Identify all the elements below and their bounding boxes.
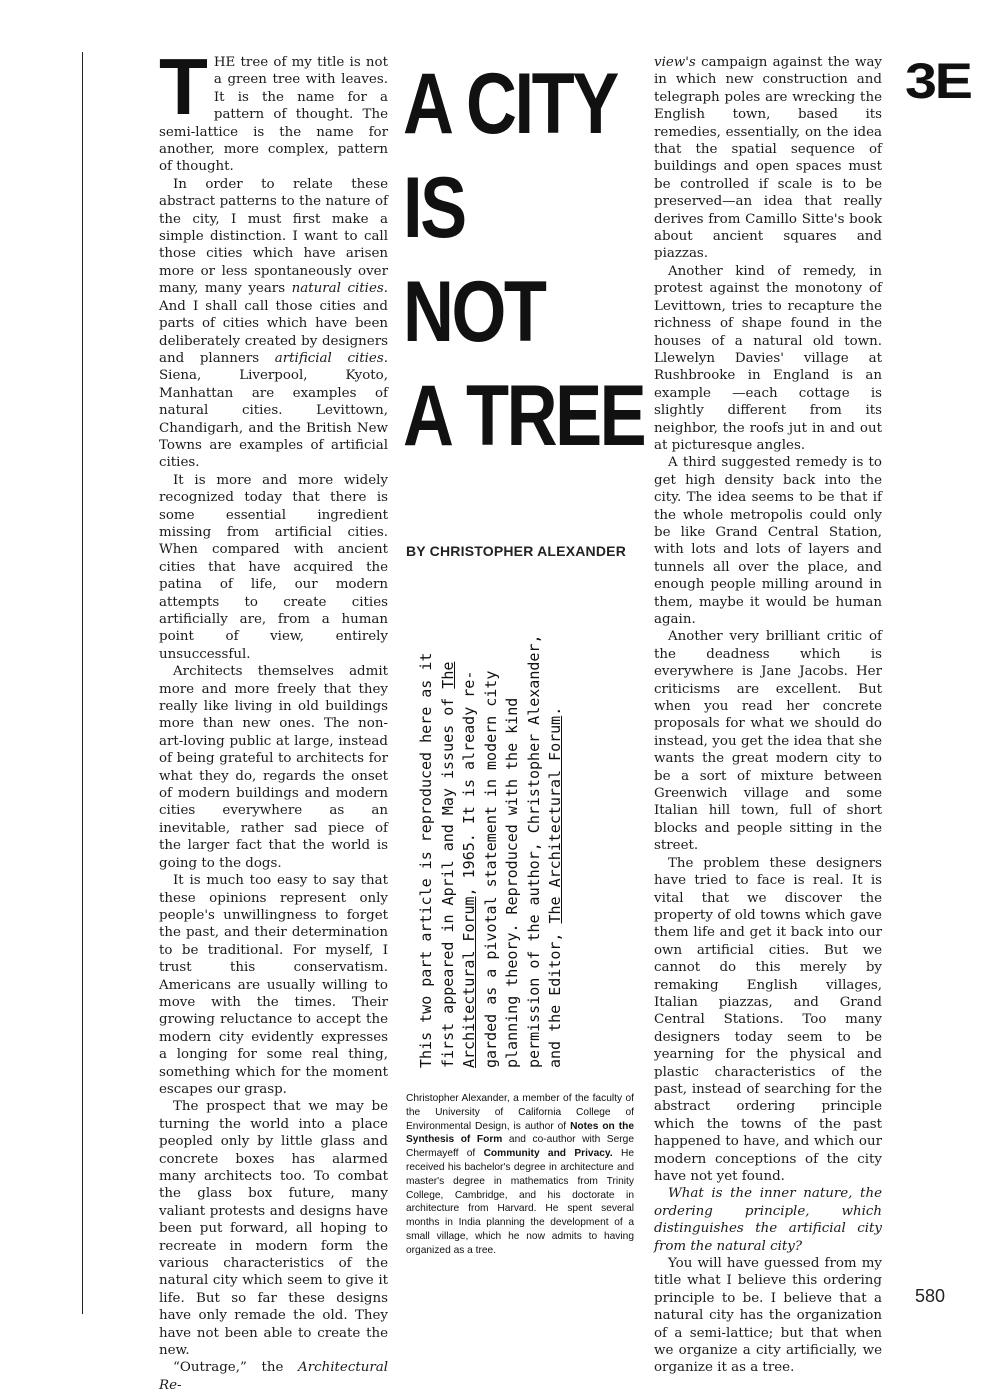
byline: BY CHRISTOPHER ALEXANDER (406, 543, 627, 559)
paragraph-8 (654, 54, 882, 263)
paragraph-4: Architects themselves admit more and more freely that they really like living in old buildings more than new ones. The non-art-loving public at large, instead of being grateful to architects for what they do, regards the onset of modern buildings and modern cities everywhere as an inevitable, rather sad piece of the larger fact that the world is going to the dogs. (159, 664, 388, 871)
column-1 (159, 42, 388, 1394)
term-natural-cities: natural cities. (291, 281, 388, 297)
note-line (545, 588, 567, 1068)
paragraph-14: You will have guessed from my title what I believe this ordering principle to be. I believe that a natural city has the organization of a semi-lattice; but that when we organize a city artificially, we organize it as a tree. (654, 1256, 882, 1376)
column-3 (654, 54, 882, 1377)
paragraph-3: It is more and more widely recognized today that there is some essential ingredient missing from artificial cities. When compared with ancient cities that have acquired the patina of life, our modern attempts to create cities artificially are, from a human point of view, entirely unsuccessful. (159, 472, 388, 662)
key-question: What is the inner nature, the ordering principle, which distinguishes the artificial city from the natural city? (654, 1186, 882, 1254)
note-text: , 1965. It is already re- (460, 670, 478, 897)
term-artificial-cities: artificial cities. (274, 350, 388, 366)
paragraph-2-text-a: In order to relate these abstract patterns to the nature of the city, I must first make a simple distinction. I want to call those cities which have arisen more or less spontaneously over many, many years (159, 176, 388, 297)
lead-in: HE (213, 55, 236, 70)
headline (403, 52, 645, 468)
paragraph-1-text: tree of my title is not a green tree with leaves. It is the name for a pattern of thought. The semi-lattice is the name for another, more complex, pattern of thought. (159, 55, 388, 175)
section-mark: 3E (905, 53, 971, 109)
paragraph-10: A third suggested remedy is to get high density back into the city. The idea seems to be that if the whole metropolis could only be like Grand Central Station, with lots and lots of layers and tunnels all over the place, and enough people milling around in them, maybe it would be human again. (654, 455, 882, 627)
paragraph-8-italic: view's (654, 55, 696, 70)
bio-text: and co-author with Serge Chermayeff of (406, 1134, 634, 1160)
note-line (438, 588, 460, 1068)
left-margin-rule (82, 52, 83, 1314)
reprint-note (416, 588, 567, 1068)
note-line: garded as a pivotal statement in modern city (481, 670, 500, 1068)
paragraph-2 (159, 176, 388, 472)
note-line (459, 588, 481, 1068)
bio-book-title: Community and Privacy. (483, 1148, 613, 1160)
drop-cap: T (159, 42, 208, 131)
paragraph-5: It is much too easy to say that these opinions represent only people's unwillingness to forget the past, and their determination to be traditional. For myself, I trust this conservatism. Americans are usually willing to move with the times. Their growing reluctance to accept the modern city evidently expresses a longing for some real thing, something which for the moment escapes our grasp. (159, 873, 388, 1097)
note-line: permission of the author, Christopher Alexander, (524, 634, 543, 1068)
paragraph-2-text-c: Siena, Liverpool, Kyoto, Manhattan are examples of natural cities. Levittown, Chandigarh, and the British New Towns are examples of artificial cities. (159, 368, 388, 471)
note-underlined: The (438, 661, 457, 689)
note-text: . (546, 706, 564, 716)
headline-line-2: IS (403, 160, 465, 256)
paragraph-12: The problem these designers have tried to face is real. It is vital that we discover the property of old towns which gave them life and get it back into our own artificial cities. But we cannot do this merely by remaking English villages, Italian piazzas, and Grand Central Stations. Too many designers today seem to be yearning for the physical and plastic characteristics of the past, instead of searching for the abstract ordering principle which the towns of the past happened to have, and which our modern conceptions of the city have not yet found. (654, 855, 882, 1184)
headline-line-4: A TREE (403, 368, 645, 464)
paragraph-11: Another very brilliant critic of the deadness which is everywhere is Jane Jacobs. Her criticisms are excellent. But when you read her concrete proposals for what we should do instead, you get the idea that she wants the great modern city to be a sort of mixture between Greenwich village and some Italian hill town, full of short blocks and people sitting in the street. (654, 629, 882, 854)
headline-line-1: A CITY (403, 56, 617, 152)
note-underlined: The Architectural Forum (546, 715, 564, 924)
paragraph-6: The prospect that we may be turning the world into a place peopled only by little glass and concrete boxes has alarmed many architects too. To combat the glass box future, many valiant protests and designs have been put forward, all hoping to recreate in modern form the various characteristics of the natural city which seem to give it life. But so far these designs have only remade the old. They have not been able to create the new. (159, 1099, 388, 1359)
note-line: planning theory. Reproduced with the kind (503, 697, 521, 1068)
bio-text: He received his bachelor's degree in architecture and master's degree in mathematics from Trinity College, Cambridge, and his doctorate in architecture from Harvard. He spent several months in India planning the development of a small village, which he now admits to having organized as a tree. (406, 1148, 634, 1256)
page-number: 580 (915, 1286, 946, 1306)
bio-text: Christopher Alexander, a member of the faculty of the University of California College of Environmental Design, is author of (406, 1093, 634, 1132)
note-text: first appeared in April and May issues of (438, 688, 457, 1068)
author-bio (406, 1092, 634, 1258)
paragraph-9: Another kind of remedy, in protest against the monotony of Levittown, tries to recapture the richness of shape found in the houses of a natural old town. Llewelyn Davies' village at Rushbrooke in England is an example —each cottage is slightly different from its neighbor, the roofs jut in and out at picturesque angles. (654, 263, 882, 453)
note-text: and the Editor, (546, 923, 564, 1068)
paragraph-8-text: campaign against the way in which new construction and telegraph poles are wrecking the English town, based its remedies, essentially, on the idea that the spatial sequence of buildings and open spaces must be controlled if scale is to be preserved—an idea that really derives from Camillo Sitte's book about ancient squares and piazzas. (654, 55, 882, 262)
paragraph-7-text: “Outrage,” the (173, 1360, 299, 1376)
paragraph-2-text-b: And I shall call those cities and parts of cities which have been deliberately created by designers and planners (159, 298, 388, 366)
paragraph-7 (159, 1359, 388, 1394)
paragraph-1 (159, 42, 388, 176)
bio-book-title: Notes on the Synthesis of Form (406, 1120, 634, 1146)
note-underlined: Architectural Forum (460, 896, 478, 1068)
paragraph-13 (654, 1185, 882, 1255)
headline-line-3: NOT (403, 264, 545, 360)
paragraph-7-italic: Architectural Re- (159, 1360, 388, 1393)
note-line: This two part article is reproduced here as it (417, 652, 435, 1068)
